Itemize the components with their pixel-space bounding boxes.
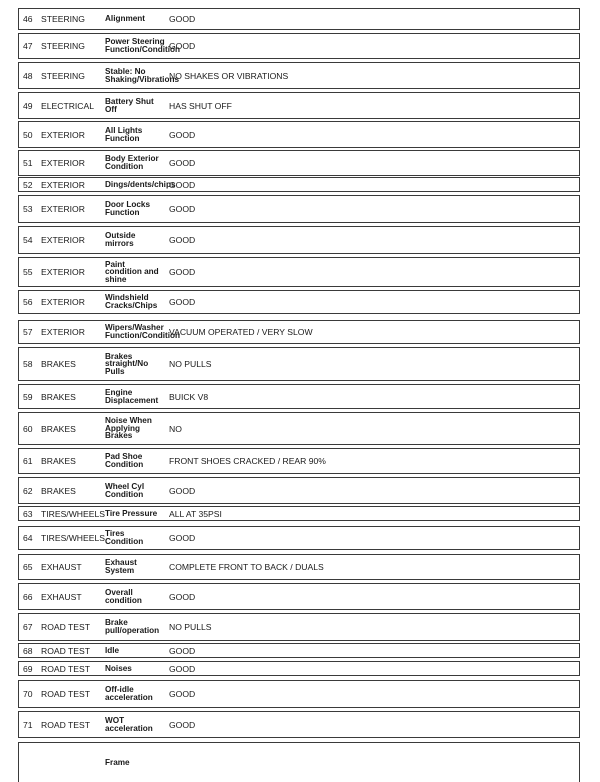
row-category: ROAD TEST (41, 689, 91, 699)
row-category: BRAKES (41, 391, 76, 402)
row-item: WOT acceleration (105, 715, 153, 733)
row-number: 61 (23, 456, 33, 466)
row-number: 57 (23, 327, 33, 337)
row-category: TIRES/WHEELS (41, 533, 105, 543)
row-number: 71 (23, 719, 33, 730)
row-category: ROAD TEST (41, 622, 91, 632)
row-number: 59 (23, 391, 33, 402)
row-number: 55 (23, 267, 33, 277)
row-number: 58 (23, 359, 33, 369)
row-category: ROAD TEST (41, 719, 91, 730)
row-category: EXHAUST (41, 562, 82, 572)
row-result: NO (169, 423, 182, 434)
row-result (169, 743, 575, 782)
table-row (18, 195, 580, 223)
row-item: Door Locks Function (105, 200, 151, 217)
row-item: Brake pull/operation (105, 618, 160, 635)
row-category: BRAKES (41, 485, 76, 496)
row-category: EXTERIOR (41, 129, 85, 140)
row-result: BUICK V8 (169, 391, 209, 402)
row-result: GOOD (169, 297, 196, 307)
table-row (18, 33, 580, 59)
row-number: 48 (23, 70, 33, 81)
row-item: Outside mirrors (105, 231, 136, 248)
row-item: All Lights Function (105, 125, 143, 143)
table-row (18, 62, 580, 89)
row-number: 67 (23, 622, 33, 632)
table-row (18, 583, 580, 610)
row-number: 50 (23, 129, 33, 140)
row-category: EXTERIOR (41, 204, 85, 214)
row-category: EXTERIOR (41, 297, 85, 307)
row-category: EXTERIOR (41, 235, 85, 245)
row-number: 56 (23, 297, 33, 307)
row-number: 65 (23, 562, 33, 572)
table-row (18, 92, 580, 119)
row-item: Battery Shut Off (105, 96, 154, 114)
row-category: BRAKES (41, 456, 76, 466)
row-category: EXTERIOR (41, 179, 85, 190)
row-number: 49 (23, 100, 33, 111)
row-number: 47 (23, 41, 33, 51)
row-category: STEERING (41, 14, 85, 24)
table-row (18, 742, 580, 782)
row-number: 52 (23, 179, 33, 190)
row-result: GOOD (169, 179, 196, 190)
row-item: Dings/dents/chips (105, 179, 176, 189)
row-item: Wipers/Washer Function/Condition (105, 323, 181, 340)
row-result: GOOD (169, 41, 196, 51)
row-item: Noises (105, 663, 132, 673)
row-result: GOOD (169, 719, 196, 730)
row-result: FRONT SHOES CRACKED / REAR 90% (169, 456, 326, 466)
row-number (23, 743, 41, 782)
row-number: 66 (23, 591, 33, 602)
row-category: STEERING (41, 70, 85, 81)
row-category: BRAKES (41, 423, 76, 434)
row-item: Wheel Cyl Condition (105, 481, 145, 499)
row-item: Off-idle acceleration (105, 685, 153, 702)
row-number: 68 (23, 645, 33, 656)
table-row (18, 661, 580, 676)
row-item: Stable: No Shaking/Vibrations (105, 66, 180, 84)
row-item: Body Exterior Condition (105, 154, 159, 171)
table-row (18, 613, 580, 641)
row-result: GOOD (169, 129, 196, 140)
table-row (18, 643, 580, 658)
row-result: VACUUM OPERATED / VERY SLOW (169, 327, 313, 337)
row-result: GOOD (169, 267, 196, 277)
row-result: GOOD (169, 204, 196, 214)
row-result: GOOD (169, 645, 196, 656)
row-result: GOOD (169, 14, 196, 24)
row-result: GOOD (169, 485, 196, 496)
table-row (18, 384, 580, 409)
table-row (18, 121, 580, 148)
table-row (18, 526, 580, 550)
row-item: Brakes straight/No Pulls (105, 351, 149, 376)
row-result: GOOD (169, 689, 196, 699)
row-category: ELECTRICAL (41, 100, 95, 111)
row-category: ROAD TEST (41, 645, 91, 656)
table-row (18, 226, 580, 254)
table-row (18, 448, 580, 474)
table-row (18, 412, 580, 445)
table-row (18, 290, 580, 314)
row-number: 69 (23, 663, 33, 674)
table-row (18, 177, 580, 192)
table-row (18, 680, 580, 708)
row-number: 46 (23, 14, 33, 24)
row-number: 54 (23, 235, 33, 245)
row-result: HAS SHUT OFF (169, 100, 232, 111)
row-result: GOOD (169, 158, 196, 168)
row-item: Power Steering Function/Condition (105, 37, 181, 54)
row-category: ROAD TEST (41, 663, 91, 674)
row-category: EXTERIOR (41, 267, 85, 277)
row-item: Tire Pressure (105, 508, 158, 518)
row-item: Idle (105, 645, 120, 655)
row-number: 51 (23, 158, 33, 168)
row-category: EXTERIOR (41, 327, 85, 337)
table-row (18, 506, 580, 521)
row-item: Noise When Applying Brakes (105, 416, 152, 441)
row-result: GOOD (169, 591, 196, 602)
table-row (18, 554, 580, 580)
row-number: 60 (23, 423, 33, 434)
row-item: Engine Displacement (105, 387, 159, 405)
row-item: Overall condition (105, 587, 142, 605)
row-category: BRAKES (41, 359, 76, 369)
row-category: EXHAUST (41, 591, 82, 602)
row-category: TIRES/WHEELS (41, 508, 105, 519)
row-number: 63 (23, 508, 33, 519)
row-result: NO PULLS (169, 622, 212, 632)
table-row (18, 347, 580, 381)
row-item: Paint condition and shine (105, 259, 159, 284)
table-row (18, 8, 580, 30)
row-result: NO PULLS (169, 359, 212, 369)
row-item: Exhaust System (105, 558, 137, 575)
row-result: COMPLETE FRONT TO BACK / DUALS (169, 562, 324, 572)
row-item: Windshield Cracks/Chips (105, 293, 158, 310)
row-item: Alignment (105, 14, 146, 24)
table-row (18, 257, 580, 287)
row-category: EXTERIOR (41, 158, 85, 168)
table-row (18, 477, 580, 504)
row-item: Frame (105, 757, 130, 767)
row-item: Pad Shoe Condition (105, 452, 144, 469)
row-number: 70 (23, 689, 33, 699)
row-number: 53 (23, 204, 33, 214)
row-item: Tires Condition (105, 529, 144, 546)
table-row (18, 711, 580, 738)
row-result: GOOD (169, 663, 196, 674)
table-row (18, 150, 580, 176)
row-result: GOOD (169, 235, 196, 245)
row-number: 64 (23, 533, 33, 543)
row-category: STEERING (41, 41, 85, 51)
row-result: ALL AT 35PSI (169, 508, 222, 519)
row-number: 62 (23, 485, 33, 496)
row-result: NO SHAKES OR VIBRATIONS (169, 70, 289, 81)
table-row (18, 320, 580, 344)
row-result: GOOD (169, 533, 196, 543)
